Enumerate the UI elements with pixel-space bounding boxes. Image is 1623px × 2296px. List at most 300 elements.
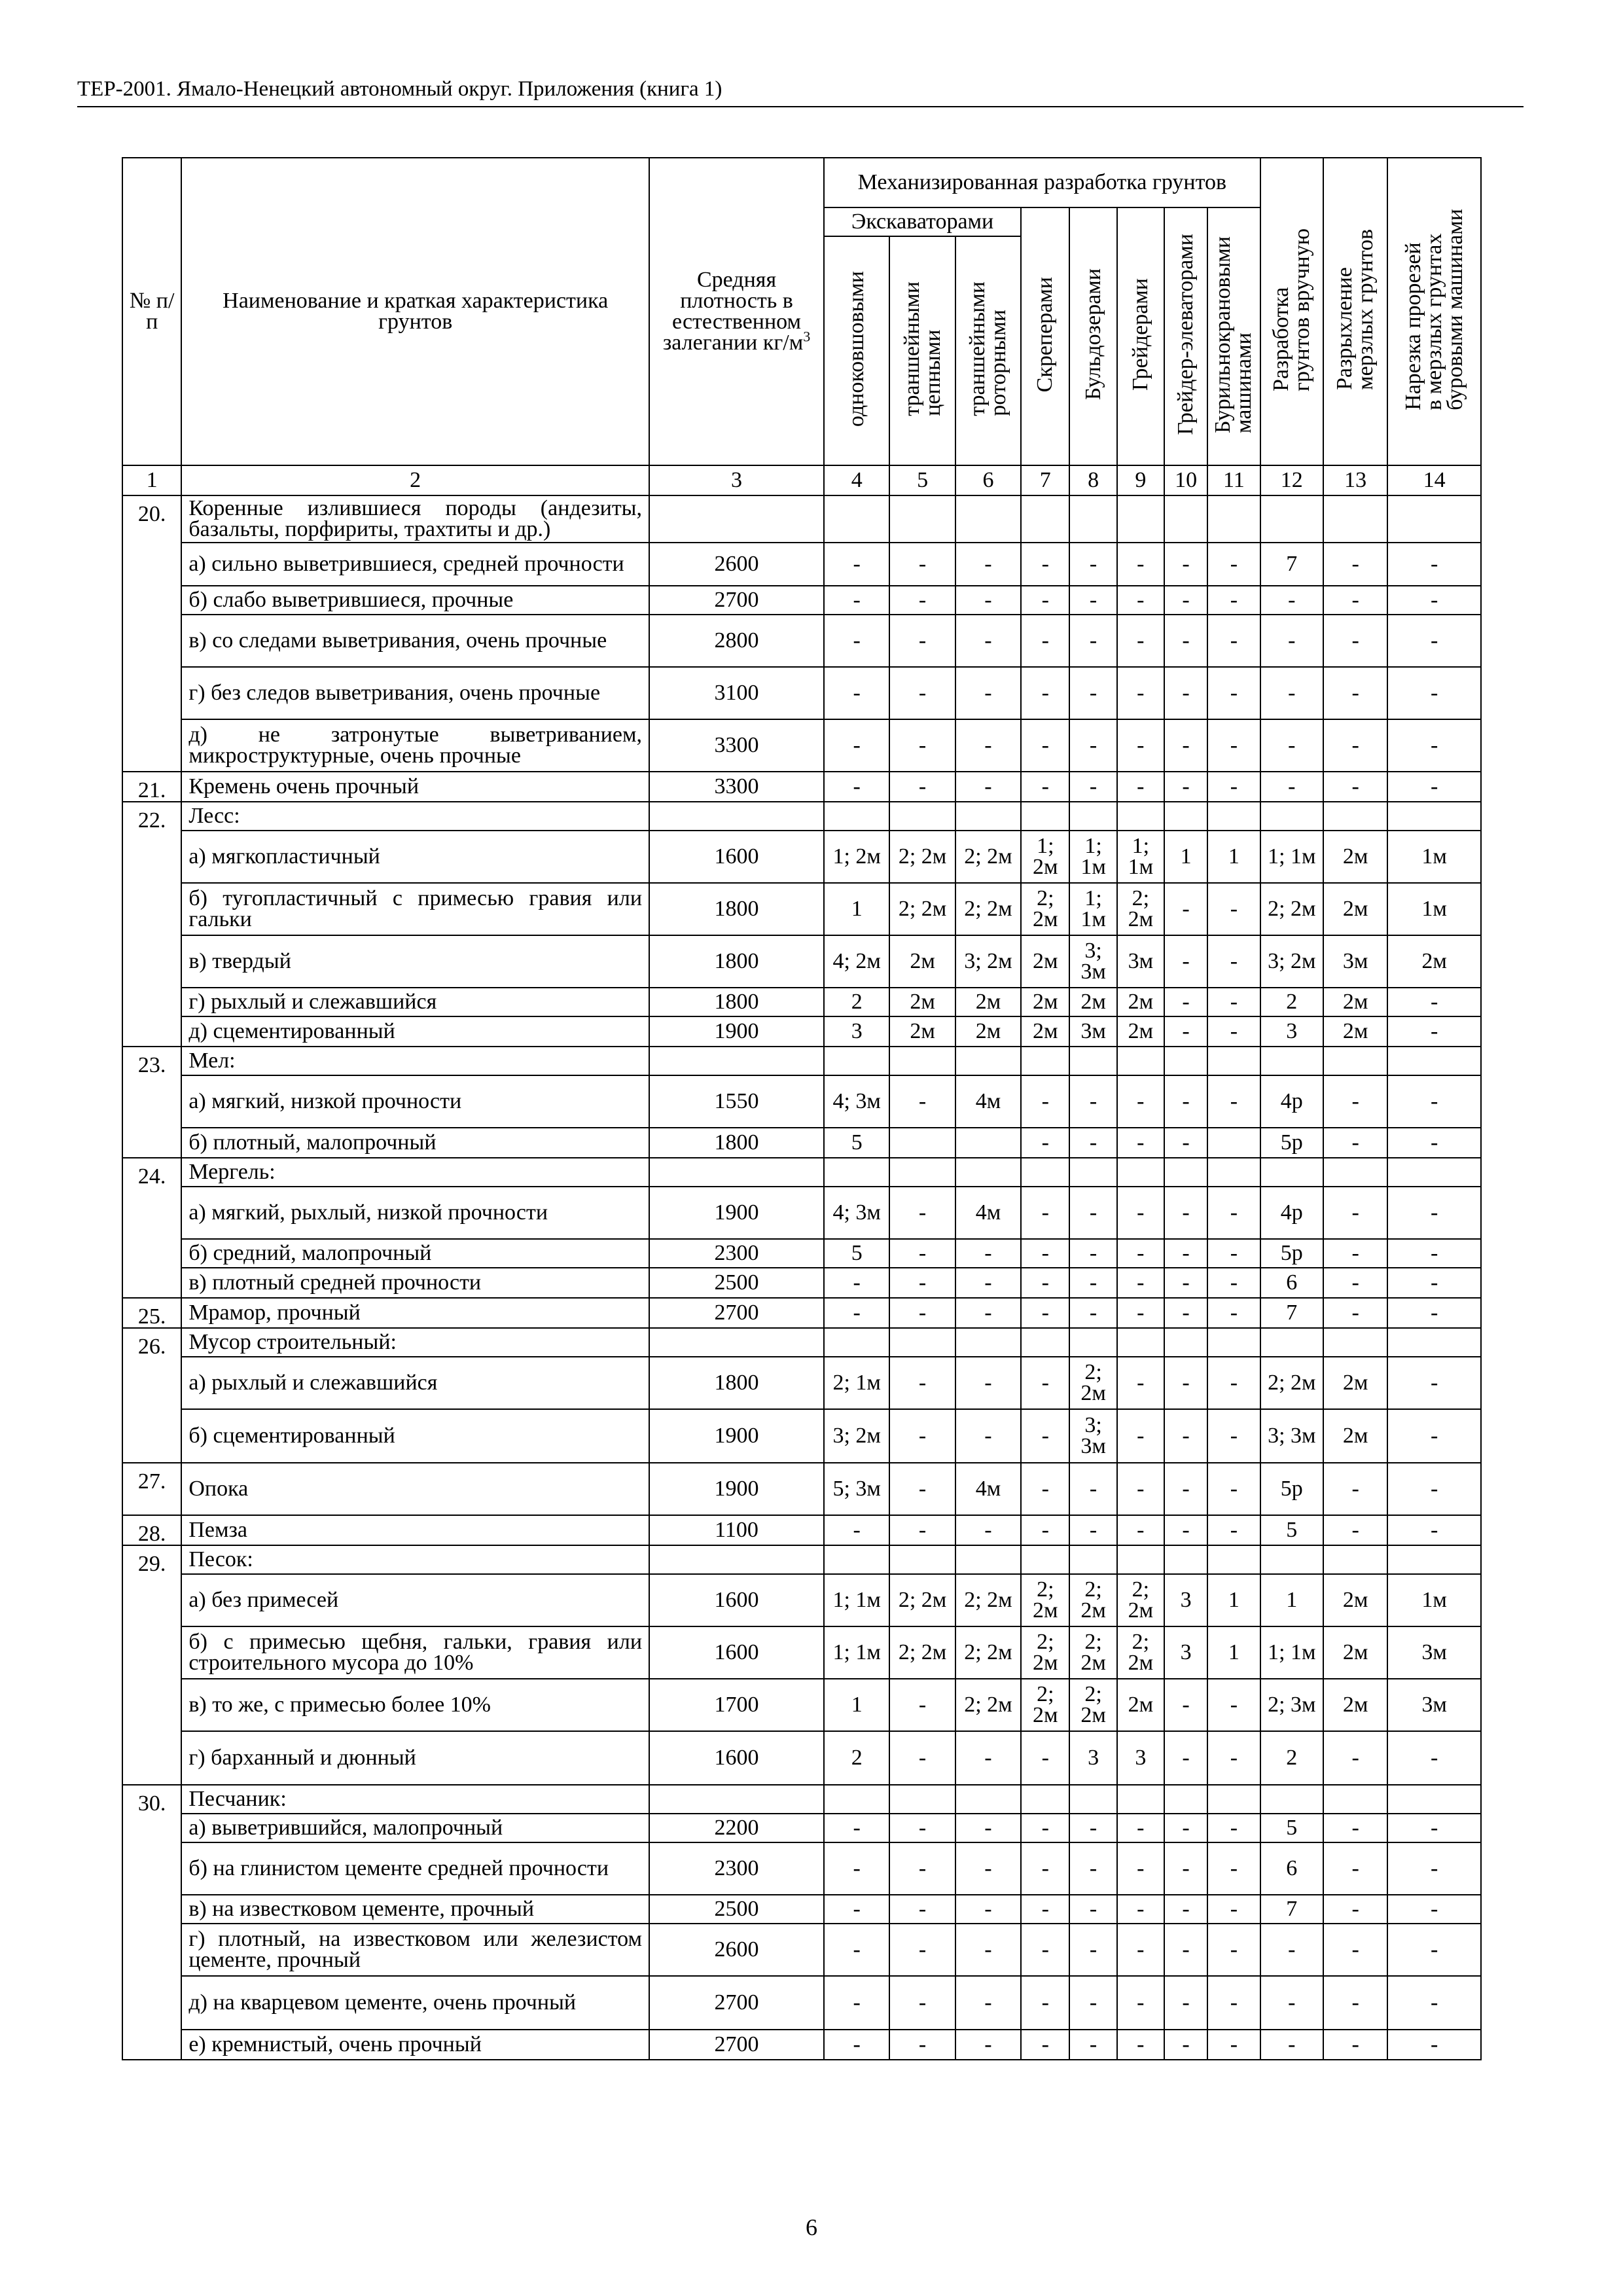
method-value: - (889, 719, 955, 772)
empty-cell (1207, 1785, 1260, 1814)
col-name-header: Наименование и краткая характеристика грунтов (181, 158, 649, 465)
method-value: - (1260, 719, 1323, 772)
soil-name: б) средний, малопрочный (181, 1239, 649, 1268)
soil-name: б) сцементированный (181, 1409, 649, 1463)
soil-name: в) на известковом цементе, прочный (181, 1895, 649, 1924)
method-value: - (1323, 1924, 1387, 1976)
empty-cell (824, 1785, 889, 1814)
method-value: - (1207, 1976, 1260, 2030)
method-value: - (1164, 1187, 1207, 1239)
method-value: 2; 2м (1260, 1357, 1323, 1409)
method-value: 2м (1117, 988, 1164, 1016)
empty-cell (649, 1047, 824, 1075)
empty-cell (1387, 1328, 1481, 1357)
method-value: - (1164, 883, 1207, 935)
method-value: - (955, 1239, 1021, 1268)
soil-name: а) без примесей (181, 1574, 649, 1626)
table-row (122, 719, 1481, 772)
empty-cell (1323, 1328, 1387, 1357)
table-row (122, 543, 1481, 586)
density-value: 2500 (649, 1895, 824, 1924)
method-value: 1; 1м (1260, 1626, 1323, 1679)
method-value: - (1323, 615, 1387, 667)
method-value: 2м (1117, 1016, 1164, 1047)
col8-header: Бульдозерами (1069, 207, 1116, 465)
table-row (122, 935, 1481, 988)
empty-cell (1069, 1158, 1116, 1187)
column-number: 1 (122, 465, 181, 495)
method-value: - (1069, 772, 1116, 802)
method-value: 1 (1164, 831, 1207, 883)
method-value (889, 1128, 955, 1158)
page-number: 6 (806, 2214, 817, 2240)
method-value: - (1387, 1187, 1481, 1239)
method-value: 4м (955, 1075, 1021, 1128)
method-value: 5 (1260, 1515, 1323, 1545)
method-value: 2; 3м (1260, 1679, 1323, 1731)
method-value: 2м (1387, 935, 1481, 988)
method-value: - (1387, 719, 1481, 772)
density-value: 3300 (649, 772, 824, 802)
method-value: - (1323, 1187, 1387, 1239)
empty-cell (1207, 1158, 1260, 1187)
soil-name: д) сцементированный (181, 1016, 649, 1047)
row-number: 21. (122, 772, 181, 802)
method-value: - (1164, 543, 1207, 586)
empty-cell (889, 1158, 955, 1187)
method-value: 4; 2м (824, 935, 889, 988)
empty-cell (649, 1328, 824, 1357)
table-row (122, 1268, 1481, 1298)
empty-cell (824, 1328, 889, 1357)
method-value: - (1069, 1895, 1116, 1924)
method-value: 2; 2м (1069, 1574, 1116, 1626)
method-value: - (955, 1357, 1021, 1409)
density-value: 1800 (649, 988, 824, 1016)
method-value: 2; 2м (1117, 1626, 1164, 1679)
method-value: - (1021, 667, 1069, 719)
method-value: - (1069, 1128, 1116, 1158)
method-value: - (1260, 586, 1323, 615)
empty-cell (1164, 1328, 1207, 1357)
col-density-header: Средняя плотность в естественном залегании $кг/м^3$ (649, 158, 824, 465)
method-value: - (1021, 1298, 1069, 1328)
method-value: - (1387, 772, 1481, 802)
method-value: 3 (1164, 1626, 1207, 1679)
density-value: 2500 (649, 1268, 824, 1298)
method-value: - (1117, 1128, 1164, 1158)
method-value: - (1164, 1128, 1207, 1158)
method-value: 3м (1387, 1626, 1481, 1679)
method-value: - (1069, 2030, 1116, 2060)
method-value: 7 (1260, 543, 1323, 586)
method-value: - (889, 1976, 955, 2030)
soil-name: а) сильно выветрившиеся, средней прочности (181, 543, 649, 586)
density-value: 2600 (649, 1924, 824, 1976)
density-value: 1700 (649, 1679, 824, 1731)
col-no-header: № п/п (122, 158, 181, 465)
table-row (122, 1075, 1481, 1128)
empty-cell (1323, 1047, 1387, 1075)
method-value: 2; 2м (1117, 883, 1164, 935)
table-row (122, 1187, 1481, 1239)
method-value: - (824, 667, 889, 719)
column-number: 11 (1207, 465, 1260, 495)
method-value: 1м (1387, 883, 1481, 935)
method-value: 2; 2м (1069, 1357, 1116, 1409)
method-value: - (955, 615, 1021, 667)
method-value: - (1387, 1128, 1481, 1158)
header-row-1 (122, 158, 1481, 207)
method-value: 1; 1м (1069, 883, 1116, 935)
method-value: 7 (1260, 1298, 1323, 1328)
method-value: - (1323, 2030, 1387, 2060)
empty-cell (1117, 1785, 1164, 1814)
method-value: - (1117, 1515, 1164, 1545)
empty-cell (889, 1047, 955, 1075)
method-value: - (1164, 1075, 1207, 1128)
table-row (122, 883, 1481, 935)
method-value: - (955, 772, 1021, 802)
method-value: 5 (1260, 1814, 1323, 1842)
table-row (122, 1895, 1481, 1924)
method-value: - (1021, 1239, 1069, 1268)
method-value: 4м (955, 1463, 1021, 1515)
method-value: - (1117, 1298, 1164, 1328)
method-value: - (1207, 883, 1260, 935)
soil-name: а) мягкий, низкой прочности (181, 1075, 649, 1128)
empty-cell (955, 495, 1021, 543)
row-number: 22. (122, 802, 181, 1047)
method-value: - (889, 1268, 955, 1298)
method-value: - (1207, 1814, 1260, 1842)
density-value: 2700 (649, 586, 824, 615)
method-value: 2м (1117, 1679, 1164, 1731)
method-value: - (1207, 1357, 1260, 1409)
method-value: - (1164, 1895, 1207, 1924)
row-number: 26. (122, 1328, 181, 1463)
table-row (122, 1128, 1481, 1158)
method-value: - (1387, 1463, 1481, 1515)
method-value: - (889, 1895, 955, 1924)
method-value: - (1260, 1924, 1323, 1976)
empty-cell (1021, 495, 1069, 543)
method-value: 2; 2м (889, 1626, 955, 1679)
empty-cell (889, 1785, 955, 1814)
method-value: 2м (1323, 1626, 1387, 1679)
density-value: 1900 (649, 1463, 824, 1515)
density-value: 1900 (649, 1187, 824, 1239)
column-number: 4 (824, 465, 889, 495)
method-value: 2м (1323, 988, 1387, 1016)
running-title: ТЕР-2001. Ямало-Ненецкий автономный округ. Приложения (книга 1) (77, 77, 722, 101)
method-value: - (1387, 1239, 1481, 1268)
col4-header: одноковшовыми (824, 236, 889, 465)
method-value: 2 (824, 988, 889, 1016)
row-number: 23. (122, 1047, 181, 1158)
method-value: - (1387, 1075, 1481, 1128)
method-value: - (1069, 1298, 1116, 1328)
method-value: - (1069, 1842, 1116, 1895)
method-value: - (1021, 1924, 1069, 1976)
method-value: - (1021, 1463, 1069, 1515)
empty-cell (1117, 495, 1164, 543)
empty-cell (889, 802, 955, 831)
empty-cell (1260, 802, 1323, 831)
soil-name: б) тугопластичный с примесью гравия или гальки (181, 883, 649, 935)
empty-cell (1387, 495, 1481, 543)
method-value: 2м (1021, 935, 1069, 988)
method-value: - (889, 1463, 955, 1515)
col10-header: Грейдер-элеваторами (1164, 207, 1207, 465)
col6-header: траншейными роторными (955, 236, 1021, 465)
method-value: - (1260, 1976, 1323, 2030)
method-value: 2м (1323, 831, 1387, 883)
group-title: Лесс: (181, 802, 649, 831)
method-value: - (1387, 1814, 1481, 1842)
method-value: - (1207, 988, 1260, 1016)
method-value: - (1323, 1731, 1387, 1785)
empty-cell (1164, 1158, 1207, 1187)
method-value: 4р (1260, 1075, 1323, 1128)
method-value: - (1069, 1814, 1116, 1842)
method-value: - (1069, 586, 1116, 615)
method-value: - (955, 1298, 1021, 1328)
method-value: - (1207, 2030, 1260, 2060)
method-value: - (889, 1409, 955, 1463)
table-row (122, 1463, 1481, 1515)
method-value: 3 (824, 1016, 889, 1047)
soil-name: Пемза (181, 1515, 649, 1545)
method-value: - (1021, 1842, 1069, 1895)
method-value: - (1164, 719, 1207, 772)
group-title-row (122, 802, 1481, 831)
col14-header: Нарезка прорезей в мерзлых грунтах буровыми машинами (1387, 158, 1481, 465)
method-value: - (1164, 1463, 1207, 1515)
method-value: 2; 2м (1069, 1626, 1116, 1679)
method-value: - (1387, 1976, 1481, 2030)
method-value: - (1117, 2030, 1164, 2060)
empty-cell (1207, 1328, 1260, 1357)
method-value: 2м (1323, 1574, 1387, 1626)
method-value: - (1207, 1731, 1260, 1785)
empty-cell (1164, 802, 1207, 831)
method-value: - (824, 772, 889, 802)
soil-name: в) плотный средней прочности (181, 1268, 649, 1298)
method-value: 1; 1м (824, 1626, 889, 1679)
empty-cell (1117, 1047, 1164, 1075)
table-row (122, 667, 1481, 719)
method-value: 1; 1м (824, 1574, 889, 1626)
table-row (122, 1842, 1481, 1895)
method-value: 4м (955, 1187, 1021, 1239)
method-value: - (1323, 1268, 1387, 1298)
col11-header: Бурильнокрановыми машинами (1207, 207, 1260, 465)
density-value: 1550 (649, 1075, 824, 1128)
group-title: Песок: (181, 1545, 649, 1574)
method-value: 2м (889, 935, 955, 988)
density-value: 2700 (649, 1298, 824, 1328)
method-value: - (889, 543, 955, 586)
method-value: - (1387, 988, 1481, 1016)
density-value: 1800 (649, 935, 824, 988)
method-value: - (955, 586, 1021, 615)
group-title: Мел: (181, 1047, 649, 1075)
method-value: - (1387, 586, 1481, 615)
method-value: - (824, 1924, 889, 1976)
method-value: 2; 2м (955, 1626, 1021, 1679)
empty-cell (1207, 1047, 1260, 1075)
empty-cell (1069, 495, 1116, 543)
empty-cell (1117, 1158, 1164, 1187)
method-value: 3 (1069, 1731, 1116, 1785)
method-value: - (824, 1842, 889, 1895)
method-value: - (1021, 1128, 1069, 1158)
method-value: - (1207, 1187, 1260, 1239)
group-title-row (122, 495, 1481, 543)
method-value: 2; 2м (955, 831, 1021, 883)
method-value: - (955, 1924, 1021, 1976)
method-value: - (1387, 1895, 1481, 1924)
empty-cell (1323, 1785, 1387, 1814)
method-value: - (1021, 719, 1069, 772)
density-value: 3300 (649, 719, 824, 772)
method-value: 2; 2м (1021, 1574, 1069, 1626)
method-value: - (1164, 1357, 1207, 1409)
method-value: 5 (824, 1239, 889, 1268)
group-title-row (122, 1158, 1481, 1187)
method-value: 2; 2м (955, 1679, 1021, 1731)
soil-name: Кремень очень прочный (181, 772, 649, 802)
method-value: - (1387, 1409, 1481, 1463)
method-value: - (1164, 615, 1207, 667)
empty-cell (1387, 1047, 1481, 1075)
method-value: - (1207, 1679, 1260, 1731)
method-value: - (1117, 772, 1164, 802)
density-value: 1600 (649, 1731, 824, 1785)
empty-cell (1164, 1785, 1207, 1814)
method-value: - (1069, 1463, 1116, 1515)
density-value: 1800 (649, 1128, 824, 1158)
density-value: 2700 (649, 1976, 824, 2030)
table-row (122, 1357, 1481, 1409)
method-value: 3 (1117, 1731, 1164, 1785)
method-value: - (1323, 1515, 1387, 1545)
table-row (122, 615, 1481, 667)
method-value: - (1323, 772, 1387, 802)
table-row (122, 1016, 1481, 1047)
method-value: - (1117, 1075, 1164, 1128)
method-value: 1; 1м (1069, 831, 1116, 883)
empty-cell (1021, 1785, 1069, 1814)
table-row (122, 1409, 1481, 1463)
empty-cell (649, 1158, 824, 1187)
empty-cell (955, 1328, 1021, 1357)
empty-cell (1260, 1545, 1323, 1574)
method-value: - (1164, 1409, 1207, 1463)
empty-cell (1323, 802, 1387, 831)
method-value: - (1117, 1268, 1164, 1298)
method-value: 5р (1260, 1239, 1323, 1268)
empty-cell (649, 1545, 824, 1574)
group-title-row (122, 1047, 1481, 1075)
method-value: - (1164, 1976, 1207, 2030)
method-value: - (1021, 2030, 1069, 2060)
soil-table (122, 157, 1482, 2060)
method-value: - (1164, 1842, 1207, 1895)
table-row (122, 988, 1481, 1016)
empty-cell (955, 1158, 1021, 1187)
method-value: - (1021, 1409, 1069, 1463)
method-value: 2м (1323, 1016, 1387, 1047)
method-value: - (1164, 1814, 1207, 1842)
method-value: - (955, 667, 1021, 719)
method-value: 1; 1м (1260, 831, 1323, 883)
method-value: 2; 2м (1021, 1679, 1069, 1731)
method-value: 4; 3м (824, 1187, 889, 1239)
method-value: - (1117, 1842, 1164, 1895)
empty-cell (824, 1545, 889, 1574)
method-value: - (1323, 1239, 1387, 1268)
method-value: - (1207, 1842, 1260, 1895)
empty-cell (1021, 1047, 1069, 1075)
column-number: 13 (1323, 465, 1387, 495)
method-value: 2; 2м (1260, 883, 1323, 935)
method-value: 1 (824, 883, 889, 935)
method-value: - (1164, 935, 1207, 988)
column-number: 9 (1117, 465, 1164, 495)
method-value: - (1164, 1679, 1207, 1731)
method-value: 3; 3м (1069, 1409, 1116, 1463)
method-value: - (824, 615, 889, 667)
method-value: - (1323, 1976, 1387, 2030)
method-value: 3; 2м (955, 935, 1021, 988)
group-title-row (122, 1785, 1481, 1814)
method-value (1207, 1128, 1260, 1158)
method-value: - (824, 1298, 889, 1328)
density-value: 1800 (649, 1357, 824, 1409)
method-value: 1 (1207, 1574, 1260, 1626)
soil-name: б) слабо выветрившиеся, прочные (181, 586, 649, 615)
soil-name: г) барханный и дюнный (181, 1731, 649, 1785)
density-value: 1600 (649, 1626, 824, 1679)
method-value: - (1207, 586, 1260, 615)
method-value: - (1117, 615, 1164, 667)
method-value: 2м (955, 988, 1021, 1016)
method-value: - (1117, 719, 1164, 772)
row-number: 30. (122, 1785, 181, 2060)
col9-header: Грейдерами (1117, 207, 1164, 465)
method-value: - (955, 719, 1021, 772)
method-value: - (889, 615, 955, 667)
empty-cell (649, 495, 824, 543)
empty-cell (889, 495, 955, 543)
method-value: - (1387, 615, 1481, 667)
method-value: 2 (1260, 1731, 1323, 1785)
method-value: - (889, 1515, 955, 1545)
density-value: 2700 (649, 2030, 824, 2060)
column-numbers-row (122, 465, 1481, 495)
density-value: 2600 (649, 543, 824, 586)
group-title: Мергель: (181, 1158, 649, 1187)
soil-name: д) не затронутые выветриванием, микроструктурные, очень прочные (181, 719, 649, 772)
method-value: - (1387, 667, 1481, 719)
method-value: - (1117, 1814, 1164, 1842)
method-value: - (1069, 1075, 1116, 1128)
method-value: 3 (1164, 1574, 1207, 1626)
method-value: - (1323, 719, 1387, 772)
method-value: 2; 2м (1021, 883, 1069, 935)
